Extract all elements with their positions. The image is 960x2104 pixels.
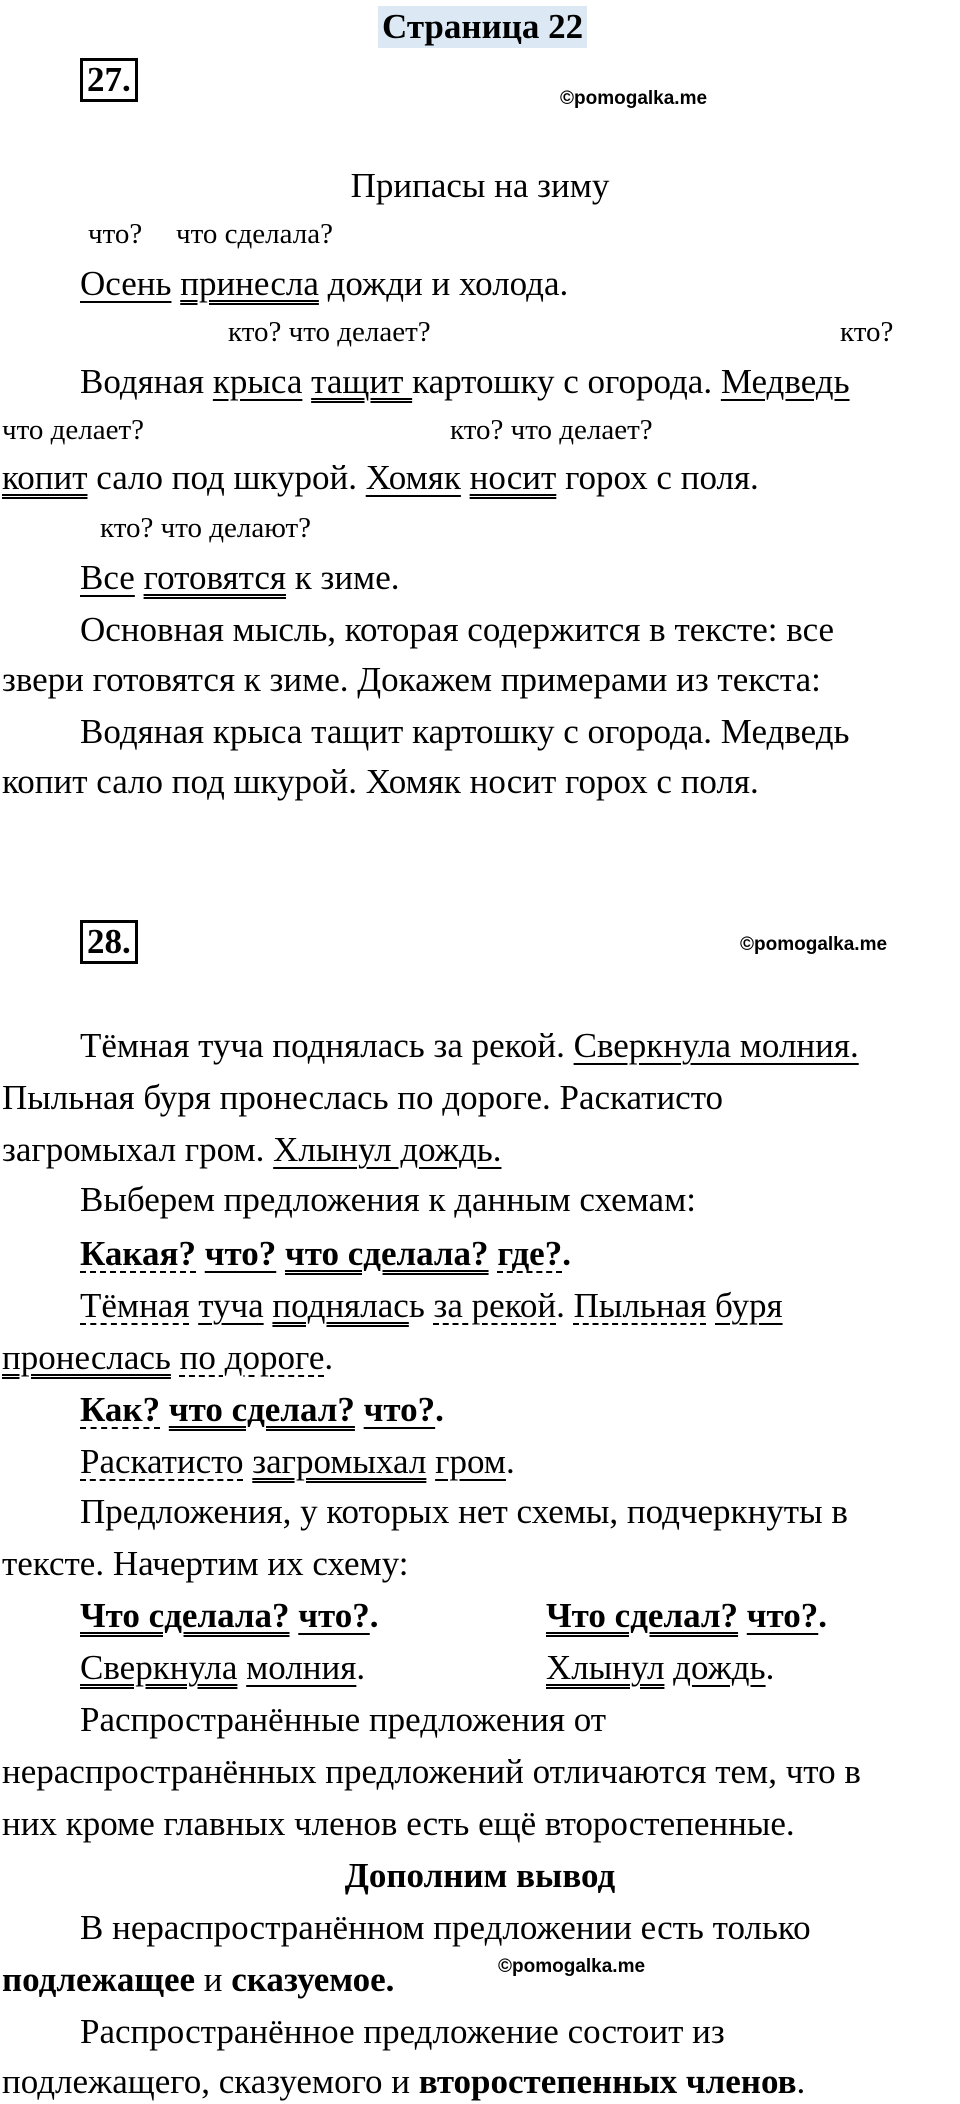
watermark: ©pomogalka.me	[560, 88, 708, 109]
sentence-part: загромыхал гром.	[2, 1130, 274, 1169]
example-word: ь	[408, 1286, 425, 1325]
sentence-rest: сало под шкурой.	[87, 458, 366, 497]
paragraph-line: копит сало под шкурой. Хомяк носит горох с поля.	[2, 762, 759, 801]
scheme-punct: .	[562, 1234, 571, 1273]
example-punct: .	[556, 1286, 574, 1325]
bold-term: сказуемое.	[231, 1960, 395, 1999]
bold-term: подлежащее	[2, 1960, 196, 1999]
paragraph-line: Распространённые предложения от	[80, 1700, 607, 1739]
question-label: что?	[88, 218, 143, 250]
example-3	[80, 1650, 365, 1685]
scheme-word: Как?	[80, 1390, 161, 1429]
scheme-word: что сделала?	[284, 1234, 489, 1273]
example-word: загромыхал	[252, 1442, 427, 1481]
predicate: тащит	[311, 362, 413, 401]
sentence-rest: к зиме.	[285, 558, 400, 597]
scheme-2	[80, 1392, 444, 1427]
scheme-3	[80, 1598, 379, 1633]
predicate: копит	[2, 458, 88, 497]
sentence-3	[2, 460, 759, 495]
question-label: кто? что делает?	[228, 316, 431, 348]
predicate: готовятся	[143, 558, 286, 597]
example-word: пронеслась	[2, 1338, 171, 1377]
conclusion-title: Дополним вывод	[344, 1856, 616, 1895]
example-word: Тёмная	[80, 1286, 190, 1325]
scheme-word: что?	[363, 1390, 436, 1429]
question-label: что сделала?	[176, 218, 333, 250]
task-number-28: 28.	[80, 920, 138, 964]
predicate: принесла	[180, 264, 319, 303]
sentence-end: .	[796, 2062, 806, 2101]
scheme-word: Что сделал?	[546, 1596, 739, 1635]
example-punct: .	[324, 1338, 334, 1377]
scheme-1	[80, 1236, 571, 1271]
example-word: по дороге	[179, 1338, 325, 1377]
scheme-word: что?	[746, 1596, 819, 1635]
paragraph-line: Основная мысль, которая содержится в тексте: все	[80, 610, 835, 649]
scheme-word: Какая?	[80, 1234, 196, 1273]
question-label: что делает?	[2, 414, 145, 446]
question-label: кто? что делают?	[100, 512, 312, 544]
example-punct: .	[765, 1648, 775, 1687]
paragraph-line	[80, 1028, 859, 1063]
sentence-rest: горох с поля.	[556, 458, 759, 497]
underlined-sentence: Сверкнула молния.	[573, 1026, 859, 1065]
example-word: Хлынул	[546, 1648, 665, 1687]
question-label: кто? что делает?	[450, 414, 653, 446]
example-word: за рекой	[433, 1286, 557, 1325]
scheme-punct: .	[435, 1390, 444, 1429]
paragraph-line: Предложения, у которых нет схемы, подчеркнуты в	[80, 1492, 848, 1531]
paragraph-line: звери готовятся к зиме. Докажем примерами из текста:	[2, 660, 821, 699]
watermark: ©pomogalka.me	[498, 1956, 646, 1977]
watermark: ©pomogalka.me	[740, 934, 888, 955]
question-label: кто?	[840, 316, 894, 348]
example-1	[80, 1288, 783, 1323]
sentence-part: Водяная	[80, 362, 213, 401]
paragraph-line: нераспространённых предложений отличаются тем, что в	[2, 1752, 861, 1791]
scheme-punct: .	[369, 1596, 379, 1635]
paragraph-line: Распространённое предложение состоит из	[80, 2012, 725, 2051]
example-word: Пыльная	[573, 1286, 707, 1325]
scheme-word: что?	[204, 1234, 277, 1273]
predicate: носит	[469, 458, 557, 497]
example-word: молния	[246, 1648, 357, 1687]
text-title: Припасы на зиму	[350, 166, 610, 205]
conjunction: и	[195, 1960, 232, 1999]
example-word: туча	[198, 1286, 264, 1325]
page-title: Страница 22	[378, 6, 587, 48]
sentence-2	[80, 364, 850, 399]
paragraph-line	[2, 1962, 394, 1997]
paragraph-line: Водяная крыса тащит картошку с огорода. Медведь	[80, 712, 850, 751]
example-1-cont	[2, 1340, 333, 1375]
paragraph-line	[2, 1132, 501, 1167]
paragraph-line: Выберем предложения к данным схемам:	[80, 1180, 696, 1219]
example-word: поднялас	[272, 1286, 409, 1325]
sentence-1	[80, 266, 568, 301]
paragraph-line: тексте. Начертим их схему:	[2, 1544, 409, 1583]
paragraph-line	[2, 2064, 805, 2099]
paragraph-line: них кроме главных членов есть ещё второстепенные.	[2, 1804, 795, 1843]
subject: крыса	[212, 362, 303, 401]
scheme-word: что сделал?	[168, 1390, 355, 1429]
subject: Осень	[80, 264, 172, 303]
example-word: буря	[715, 1286, 783, 1325]
example-2	[80, 1444, 515, 1479]
scheme-word: что?	[298, 1596, 370, 1635]
example-word: Сверкнула	[80, 1648, 238, 1687]
subject: Медведь	[720, 362, 850, 401]
sentence-part: подлежащего, сказуемого и	[2, 2062, 419, 2101]
scheme-4	[546, 1598, 827, 1633]
bold-term: второстепенных членов	[418, 2062, 797, 2101]
scheme-word: Что сделала?	[80, 1596, 290, 1635]
task-number-27: 27.	[80, 58, 138, 102]
sentence-5	[80, 560, 399, 595]
scheme-word: где?	[497, 1234, 563, 1273]
example-4	[546, 1650, 774, 1685]
sentence-rest: картошку с огорода.	[412, 362, 721, 401]
example-word: дождь	[673, 1648, 766, 1687]
example-punct: .	[505, 1442, 515, 1481]
example-punct: .	[356, 1648, 366, 1687]
paragraph-line: Пыльная буря пронеслась по дороге. Раскатисто	[2, 1078, 724, 1117]
sentence-rest: дожди и холода.	[318, 264, 569, 303]
underlined-sentence: Хлынул дождь.	[273, 1130, 502, 1169]
subject: Все	[80, 558, 135, 597]
paragraph-line: В нераспространённом предложении есть только	[80, 1908, 811, 1947]
scheme-punct: .	[818, 1596, 828, 1635]
subject: Хомяк	[365, 458, 461, 497]
example-word: гром	[435, 1442, 506, 1481]
example-word: Раскатисто	[80, 1442, 244, 1481]
sentence-part: Тёмная туча поднялась за рекой.	[80, 1026, 574, 1065]
